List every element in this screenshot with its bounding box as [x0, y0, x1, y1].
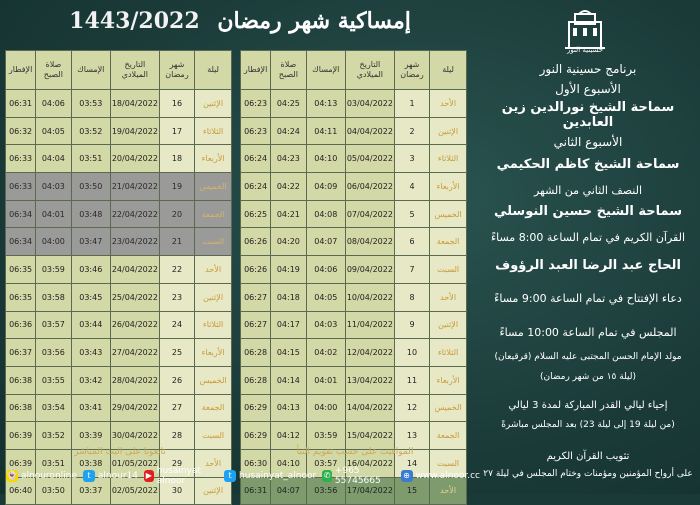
- cell-date: 03/04/2022: [346, 90, 395, 118]
- cell-iftar: 06:35: [6, 256, 36, 284]
- cell-n: 4: [394, 173, 429, 201]
- cell-iftar: 06:38: [6, 366, 36, 394]
- cell-imsak: 03:42: [71, 366, 110, 394]
- cell-date: 19/04/2022: [111, 117, 160, 145]
- cell-day: الإثنين: [430, 117, 467, 145]
- cell-imsak: 03:45: [71, 283, 110, 311]
- cell-day: الثلاثاء: [430, 145, 467, 173]
- cell-imsak: 03:51: [71, 145, 110, 173]
- cell-fajr: 03:52: [36, 422, 71, 450]
- table-row: [6, 311, 232, 339]
- cell-date: 01/05/2022: [111, 449, 160, 477]
- column-header: صلاة الصبح: [36, 51, 71, 90]
- cell-date: 28/04/2022: [111, 366, 160, 394]
- cell-fajr: 04:23: [271, 145, 306, 173]
- cell-iftar: 06:32: [6, 117, 36, 145]
- globe-icon: ⊕: [401, 470, 413, 482]
- cell-imsak: 03:59: [306, 422, 345, 450]
- cell-day: الأربعاء: [430, 366, 467, 394]
- column-header: الإمساك: [306, 51, 345, 90]
- cell-imsak: 04:13: [306, 90, 345, 118]
- cell-day: الأربعاء: [430, 173, 467, 201]
- cell-iftar: 06:38: [6, 394, 36, 422]
- cell-iftar: 06:30: [241, 449, 271, 477]
- cell-n: 28: [159, 422, 194, 450]
- cell-imsak: 03:57: [306, 449, 345, 477]
- column-header: التاريخ الميلادي: [346, 51, 395, 90]
- cell-date: 08/04/2022: [346, 228, 395, 256]
- cell-day: الخميس: [430, 394, 467, 422]
- cell-fajr: 04:19: [271, 256, 306, 284]
- week1-label: الأسبوع الأول: [555, 82, 621, 96]
- cell-date: 04/04/2022: [346, 117, 395, 145]
- cell-day: السبت: [195, 422, 232, 450]
- cell-fajr: 03:50: [36, 477, 71, 505]
- table-header-row: [241, 51, 467, 90]
- cell-day: الخميس: [195, 366, 232, 394]
- cell-fajr: 04:22: [271, 173, 306, 201]
- table-row: [241, 311, 467, 339]
- cell-day: السبت: [195, 228, 232, 256]
- cell-imsak: 03:53: [71, 90, 110, 118]
- cell-n: 21: [159, 228, 194, 256]
- table-row: [6, 422, 232, 450]
- mawlid-date: (ليلة ١٥ من شهر رمضان): [539, 372, 637, 382]
- cell-n: 7: [394, 256, 429, 284]
- social-item[interactable]: [322, 466, 394, 486]
- qadr-dates: (من ليلة 19 إلى ليلة 23) بعد المجلس مباشرةً: [501, 420, 675, 430]
- cell-fajr: 03:59: [36, 256, 71, 284]
- cell-day: الإثنين: [195, 477, 232, 505]
- social-label: www.alnoor.cc: [415, 471, 480, 481]
- cell-date: 10/04/2022: [346, 283, 395, 311]
- cell-n: 30: [159, 477, 194, 505]
- cell-day: الأحد: [430, 477, 467, 505]
- table-row: [241, 339, 467, 367]
- cell-iftar: 06:34: [6, 200, 36, 228]
- cell-n: 2: [394, 117, 429, 145]
- cell-imsak: 03:56: [306, 477, 345, 505]
- table-row: [6, 117, 232, 145]
- cell-day: السبت: [430, 449, 467, 477]
- tathwib-desc: على أرواح المؤمنين ومؤمنات وختام المجلس في ليلة ٢٧: [483, 469, 693, 479]
- cell-n: 23: [159, 283, 194, 311]
- table-row: [6, 200, 232, 228]
- table-row: [241, 283, 467, 311]
- cell-day: الثلاثاء: [430, 339, 467, 367]
- youtube-icon: ▶: [145, 471, 152, 480]
- cell-day: الإثنين: [195, 283, 232, 311]
- social-bar: [0, 466, 480, 486]
- speaker2: سماحة الشيخ كاظم الحكيمي: [496, 157, 680, 172]
- cell-iftar: 06:29: [241, 394, 271, 422]
- cell-n: 24: [159, 311, 194, 339]
- cell-n: 5: [394, 200, 429, 228]
- cell-date: 02/05/2022: [111, 477, 160, 505]
- cell-day: الجمعة: [430, 228, 467, 256]
- program-title: برنامج حسينية النور: [539, 62, 637, 76]
- cell-day: الخميس: [430, 200, 467, 228]
- cell-n: 16: [159, 90, 194, 118]
- cell-n: 17: [159, 117, 194, 145]
- cell-iftar: 06:28: [241, 366, 271, 394]
- cell-imsak: 04:09: [306, 173, 345, 201]
- cell-iftar: 06:35: [6, 283, 36, 311]
- cell-date: 26/04/2022: [111, 311, 160, 339]
- cell-day: الإثنين: [430, 311, 467, 339]
- twitter-icon: t: [224, 470, 236, 482]
- quran-time: القرآن الكريم في تمام الساعة 8:00 مساءً: [490, 231, 686, 244]
- qadr-note: إحياء ليالي القدر المباركة لمدة 3 ليالي: [508, 400, 668, 411]
- cell-date: 29/04/2022: [111, 394, 160, 422]
- cell-day: الأربعاء: [195, 339, 232, 367]
- table-row: [241, 366, 467, 394]
- social-label: alnouronline: [21, 471, 77, 481]
- speaker1: سماحة الشيخ نورالدين زين العابدين: [501, 100, 675, 130]
- table-row: [241, 394, 467, 422]
- cell-n: 20: [159, 200, 194, 228]
- social-label: +965 55745665: [334, 466, 381, 486]
- cell-day: الثلاثاء: [195, 311, 232, 339]
- table-row: [241, 117, 467, 145]
- reciter-name: الحاج عبد الرضا العبد الرؤوف: [495, 258, 681, 273]
- twitter-icon: t: [83, 470, 95, 482]
- cell-iftar: 06:33: [6, 173, 36, 201]
- cell-date: 20/04/2022: [111, 145, 160, 173]
- cell-iftar: 06:25: [241, 200, 271, 228]
- cell-date: 27/04/2022: [111, 339, 160, 367]
- table-row: [6, 173, 232, 201]
- page-header: [0, 8, 480, 44]
- cell-imsak: 04:01: [306, 366, 345, 394]
- cell-fajr: 04:12: [271, 422, 306, 450]
- cell-fajr: 03:56: [36, 339, 71, 367]
- cell-imsak: 04:11: [306, 117, 345, 145]
- cell-iftar: 06:23: [241, 90, 271, 118]
- cell-iftar: 06:26: [241, 228, 271, 256]
- table-row: [241, 173, 467, 201]
- table-row: [6, 366, 232, 394]
- cell-n: 27: [159, 394, 194, 422]
- cell-date: 18/04/2022: [111, 90, 160, 118]
- column-header: الإفطار: [6, 51, 36, 90]
- cell-date: 16/04/2022: [346, 449, 395, 477]
- mawlid-note: مولد الإمام الحسن المجتبى عليه السلام (قرقيعان): [494, 352, 682, 362]
- cell-day: السبت: [430, 256, 467, 284]
- cell-date: 30/04/2022: [111, 422, 160, 450]
- timetable-left: [5, 50, 232, 505]
- cell-date: 12/04/2022: [346, 339, 395, 367]
- table-row: [6, 256, 232, 284]
- cell-date: 25/04/2022: [111, 283, 160, 311]
- logo-text: حسينية النور: [566, 46, 604, 54]
- cell-fajr: 04:04: [36, 145, 71, 173]
- cell-n: 18: [159, 145, 194, 173]
- cell-iftar: 06:27: [241, 283, 271, 311]
- cell-iftar: 06:39: [6, 422, 36, 450]
- table-row: [6, 90, 232, 118]
- cell-iftar: 06:40: [6, 477, 36, 505]
- cell-fajr: 04:05: [36, 117, 71, 145]
- cell-imsak: 03:52: [71, 117, 110, 145]
- cell-iftar: 06:39: [6, 449, 36, 477]
- cell-day: الجمعة: [430, 422, 467, 450]
- cell-date: 23/04/2022: [111, 228, 160, 256]
- cell-imsak: 04:00: [306, 394, 345, 422]
- cell-fajr: 04:25: [271, 90, 306, 118]
- cell-date: 15/04/2022: [346, 422, 395, 450]
- cell-fajr: 04:01: [36, 200, 71, 228]
- column-header: التاريخ الميلادي: [111, 51, 160, 90]
- timetable-right: [240, 50, 467, 505]
- cell-day: الأحد: [430, 90, 467, 118]
- cell-n: 19: [159, 173, 194, 201]
- cell-day: الثلاثاء: [195, 117, 232, 145]
- cell-fajr: 04:10: [271, 449, 306, 477]
- cell-day: الأحد: [195, 256, 232, 284]
- cell-date: 06/04/2022: [346, 173, 395, 201]
- cell-imsak: 04:07: [306, 228, 345, 256]
- table-row: [6, 228, 232, 256]
- cell-n: 22: [159, 256, 194, 284]
- cell-date: 14/04/2022: [346, 394, 395, 422]
- cell-day: الإثنين: [195, 90, 232, 118]
- cell-n: 13: [394, 422, 429, 450]
- column-header: شهر رمضان: [159, 51, 194, 90]
- cell-n: 25: [159, 339, 194, 367]
- header-title: إمساكية شهر رمضان: [217, 8, 411, 34]
- cell-iftar: 06:36: [6, 311, 36, 339]
- table-row: [6, 394, 232, 422]
- cell-fajr: 04:14: [271, 366, 306, 394]
- cell-imsak: 03:50: [71, 173, 110, 201]
- cell-imsak: 04:06: [306, 256, 345, 284]
- cell-fajr: 04:00: [36, 228, 71, 256]
- cell-imsak: 03:48: [71, 200, 110, 228]
- cell-date: 05/04/2022: [346, 145, 395, 173]
- cell-imsak: 03:47: [71, 228, 110, 256]
- cell-date: 13/04/2022: [346, 366, 395, 394]
- cell-date: 21/04/2022: [111, 173, 160, 201]
- column-header: الإمساك: [71, 51, 110, 90]
- cell-n: 14: [394, 449, 429, 477]
- week2-label: الأسبوع الثاني: [553, 135, 623, 149]
- cell-n: 12: [394, 394, 429, 422]
- cell-iftar: 06:37: [6, 339, 36, 367]
- table-row: [6, 145, 232, 173]
- tathwib-title: تثويب القرآن الكريم: [546, 451, 630, 462]
- table-row: [6, 283, 232, 311]
- cell-iftar: 06:26: [241, 256, 271, 284]
- speaker3: سماحة الشيخ حسين النوسلي: [493, 204, 683, 219]
- half2-label: النصف الثاني من الشهر: [533, 184, 643, 197]
- column-header: ليلة: [195, 51, 232, 90]
- table-row: [241, 90, 467, 118]
- cell-fajr: 03:54: [36, 394, 71, 422]
- cell-imsak: 03:41: [71, 394, 110, 422]
- social-item[interactable]: [6, 470, 77, 482]
- cell-n: 26: [159, 366, 194, 394]
- cell-fajr: 04:20: [271, 228, 306, 256]
- cell-iftar: 06:24: [241, 173, 271, 201]
- cell-n: 3: [394, 145, 429, 173]
- cell-iftar: 06:33: [6, 145, 36, 173]
- majlis-time: المجلس في تمام الساعة 10:00 مساءً: [499, 326, 677, 339]
- column-header: ليلة: [430, 51, 467, 90]
- cell-date: 17/04/2022: [346, 477, 395, 505]
- social-item[interactable]: [224, 470, 316, 482]
- cell-fajr: 04:17: [271, 311, 306, 339]
- cell-day: الأحد: [430, 283, 467, 311]
- cell-iftar: 06:31: [241, 477, 271, 505]
- logo: [555, 8, 615, 58]
- timing-source-note: المواقيت على حسب تقويم النبأ: [296, 447, 414, 457]
- cell-n: 1: [394, 90, 429, 118]
- table-row: [241, 422, 467, 450]
- cell-n: 11: [394, 366, 429, 394]
- cell-fajr: 04:15: [271, 339, 306, 367]
- cell-imsak: 03:44: [71, 311, 110, 339]
- cell-fajr: 04:21: [271, 200, 306, 228]
- cell-fajr: 03:51: [36, 449, 71, 477]
- cell-imsak: 04:05: [306, 283, 345, 311]
- cell-imsak: 03:38: [71, 449, 110, 477]
- cell-iftar: 06:27: [241, 311, 271, 339]
- table-row: [241, 256, 467, 284]
- cell-date: 11/04/2022: [346, 311, 395, 339]
- cell-n: 29: [159, 449, 194, 477]
- column-header: صلاة الصبح: [271, 51, 306, 90]
- cell-n: 9: [394, 311, 429, 339]
- cell-imsak: 04:10: [306, 145, 345, 173]
- cell-day: الخميس: [195, 173, 232, 201]
- cell-date: 22/04/2022: [111, 200, 160, 228]
- cell-fajr: 03:58: [36, 283, 71, 311]
- table-header-row: [6, 51, 232, 90]
- cell-fajr: 03:57: [36, 311, 71, 339]
- cell-imsak: 03:46: [71, 256, 110, 284]
- cell-day: الأحد: [195, 449, 232, 477]
- header-year: 1443/2022: [69, 8, 200, 34]
- table-row: [241, 200, 467, 228]
- cell-date: 09/04/2022: [346, 256, 395, 284]
- cell-iftar: 06:31: [6, 90, 36, 118]
- social-label: alnour14: [97, 471, 138, 481]
- social-label: husainyat alnoor: [156, 466, 201, 486]
- cell-day: الأربعاء: [195, 145, 232, 173]
- cell-n: 8: [394, 283, 429, 311]
- cell-fajr: 04:07: [271, 477, 306, 505]
- cell-imsak: 04:02: [306, 339, 345, 367]
- table-row: [241, 145, 467, 173]
- cell-date: 07/04/2022: [346, 200, 395, 228]
- cell-imsak: 03:37: [71, 477, 110, 505]
- cell-fajr: 04:18: [271, 283, 306, 311]
- cell-fajr: 03:55: [36, 366, 71, 394]
- cell-fajr: 04:03: [36, 173, 71, 201]
- opening-dua-time: دعاء الإفتتاح في تمام الساعة 9:00 مساءً: [494, 292, 682, 305]
- cell-imsak: 04:03: [306, 311, 345, 339]
- column-header: الإفطار: [241, 51, 271, 90]
- cell-iftar: 06:24: [241, 145, 271, 173]
- cell-fajr: 04:06: [36, 90, 71, 118]
- cell-day: الجمعة: [195, 394, 232, 422]
- whatsapp-icon: ✆: [323, 471, 331, 480]
- column-header: شهر رمضان: [394, 51, 429, 90]
- table-row: [241, 228, 467, 256]
- cell-n: 6: [394, 228, 429, 256]
- cell-n: 10: [394, 339, 429, 367]
- social-item[interactable]: [83, 470, 138, 482]
- cell-day: الجمعة: [195, 200, 232, 228]
- cell-iftar: 06:34: [6, 228, 36, 256]
- cell-fajr: 04:24: [271, 117, 306, 145]
- cell-iftar: 06:23: [241, 117, 271, 145]
- cell-date: 24/04/2022: [111, 256, 160, 284]
- social-item[interactable]: [401, 470, 480, 482]
- cell-iftar: 06:28: [241, 339, 271, 367]
- social-item[interactable]: [144, 466, 218, 486]
- cell-n: 15: [394, 477, 429, 505]
- cell-fajr: 04:13: [271, 394, 306, 422]
- live-stream-note: تابعونا على البث المباشر: [74, 447, 166, 457]
- cell-imsak: 03:43: [71, 339, 110, 367]
- cell-imsak: 04:08: [306, 200, 345, 228]
- cell-iftar: 06:29: [241, 422, 271, 450]
- social-label: husainyat_alnoor: [239, 471, 317, 481]
- cell-imsak: 03:39: [71, 422, 110, 450]
- snapchat-icon: 👻: [7, 471, 17, 480]
- table-row: [6, 339, 232, 367]
